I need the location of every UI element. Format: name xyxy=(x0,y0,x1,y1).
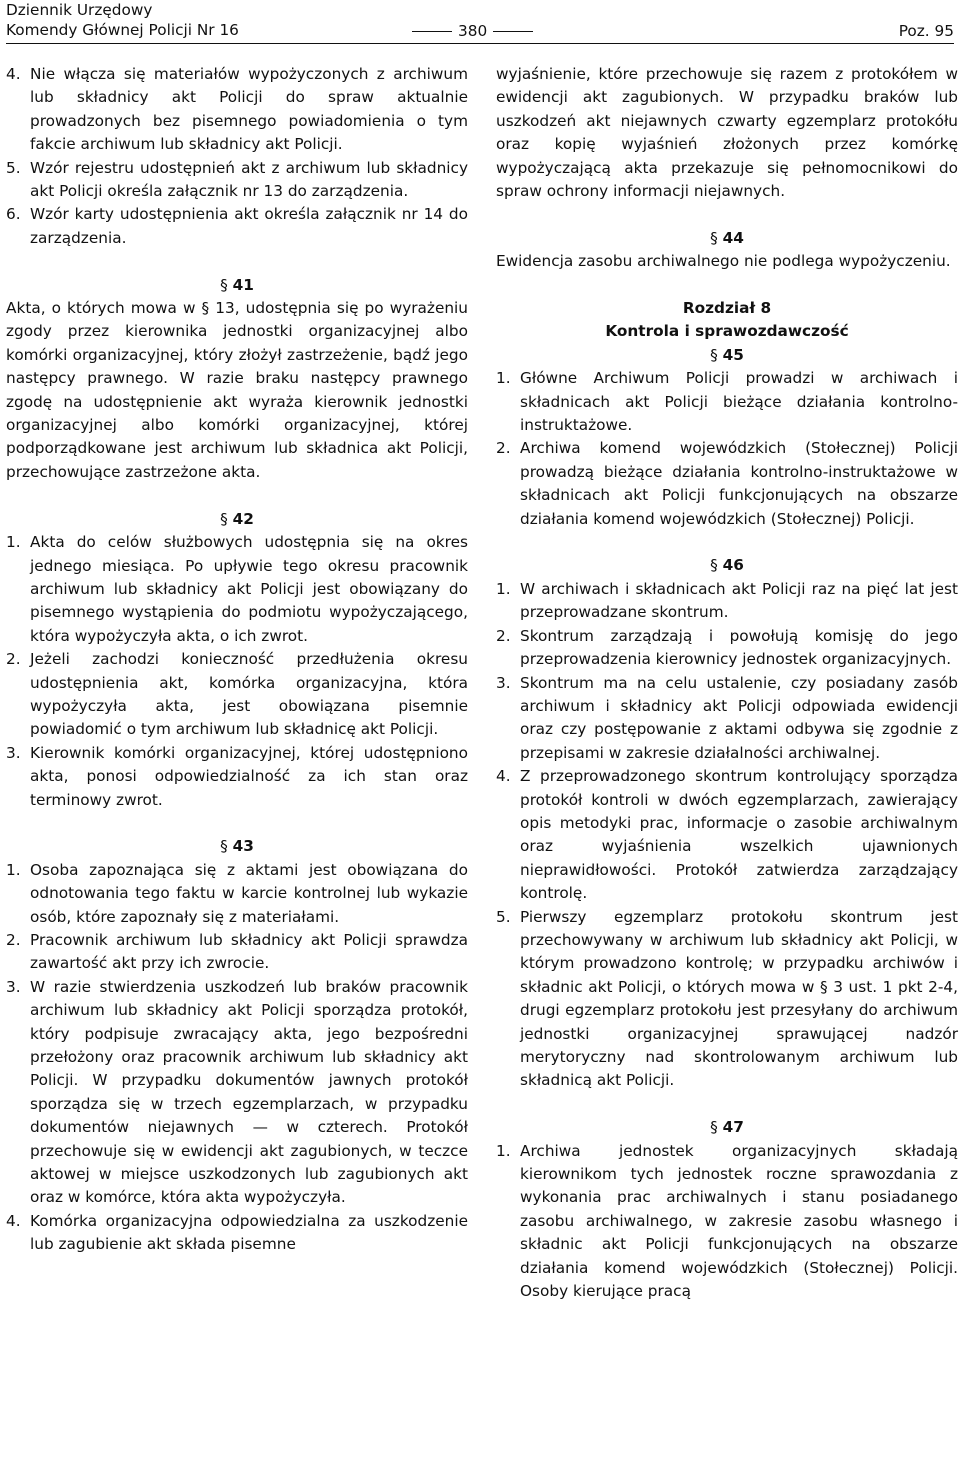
section-47-item-1 xyxy=(496,1140,958,1304)
section-43-item-3 xyxy=(6,976,468,1210)
section-heading-43: § 43 xyxy=(220,837,254,856)
left-column xyxy=(6,63,468,1257)
section-45-item-2 xyxy=(496,437,958,531)
item-number: 2. xyxy=(6,930,21,949)
item-text: W archiwach i składnicach akt Policji raz na pięć lat jest przeprowadzane skontrum. xyxy=(520,579,958,622)
section-number: 45 xyxy=(722,345,744,364)
item-number: 6. xyxy=(6,205,21,224)
section-heading-47: § 47 xyxy=(710,1118,744,1137)
section-43-item-2 xyxy=(6,929,468,976)
section-42-item-2 xyxy=(6,648,468,742)
item-number: 2. xyxy=(496,439,511,458)
page-number-dash-left xyxy=(412,31,452,32)
section-number: 47 xyxy=(722,1118,744,1137)
journal-title-line1: Dziennik Urzędowy xyxy=(6,1,153,19)
item-text: Nie włącza się materiałów wypożyczonych z archiwum lub składnicy akt Policji do spraw aktualnie prowadzonych bez pisemnego powiadomienia o tym fakcie archiwum lub składnicy akt Policji. xyxy=(30,65,468,154)
item-number: 3. xyxy=(6,977,21,996)
item-text: Kierownik komórki organizacyjnej, której udostępniono akta, ponosi odpowiedzialność za ich stan oraz terminowy zwrot. xyxy=(30,743,468,809)
item-number: 4. xyxy=(6,65,21,83)
section-42-item-1 xyxy=(6,531,468,648)
section-46-item-4 xyxy=(496,765,958,905)
item-number: 1. xyxy=(496,1141,511,1160)
item-number: 5. xyxy=(496,907,511,926)
item-text: Skontrum ma na celu ustalenie, czy posiadany zasób archiwum i składnicy akt Policji odpowiada ewidencji oraz czy postępowanie z aktami odbywa się zgodnie z przepisami w zakresie działalności archiwalnej. xyxy=(520,673,958,762)
page-number-dash-right xyxy=(493,31,533,32)
item-text: Archiwa komend wojewódzkich (Stołecznej) Policji prowadzą bieżące działania kontrolno-instruktażowe w składnicach akt Policji funkcjonujących na obszarze działania komend wojewódzkich (Stołecznej) Policji. xyxy=(520,439,958,528)
item-text: Pierwszy egzemplarz protokołu skontrum jest przechowywany w archiwum lub składnicy akt Policji, w którym prowadzono kontrolę; w przypadku archiwów i składnic akt Policji, o których mowa w § 3 ust. 1 pkt 2-4, drugi egzemplarz protokołu jest przesyłany do archiwum jednostki organizacyjnej sprawującej nadzór merytoryczny nad skontrolowanym archiwum lub składnicą akt Policji. xyxy=(520,907,958,1090)
item-text: W razie stwierdzenia uszkodzeń lub braków pracownik archiwum lub składnicy akt Policji sporządza protokół, który podpisuje zwracający akta, jego bezpośredni przełożony oraz pracownik archiwum lub składnicy akt Policji. W przypadku dokumentów jawnych protokół sporządza się w trzech egzemplarzach, w przypadku dokumentów niejawnych — w czterech. Protokół przechowuje się w ewidencji akt zagubionych, w teczce aktowej w miejsce uszkodzonych lub zagubionych akt oraz w komórce, która akta wypożyczyła. xyxy=(30,977,468,1207)
page-number-value: 380 xyxy=(458,22,488,40)
item-text: Osoba zapoznająca się z aktami jest obowiązana do odnotowania tego faktu w karcie kontrolnej lub wykazie osób, które zapoznały się z materiałami. xyxy=(30,860,468,926)
journal-title xyxy=(6,0,239,40)
right-column xyxy=(496,63,958,1303)
section-number: 46 xyxy=(722,556,744,575)
continued-text: wyjaśnienie, które przechowuje się razem z protokółem w ewidencji akt zagubionych. W przypadku braków lub uszkodzeń akt niejawnych czwarty egzemplarz protokółu oraz kopię wyjaśnień złożonych przez komórkę wypożyczającą akta przekazuje się pełnomocnikowi do spraw ochrony informacji niejawnych. xyxy=(496,65,958,201)
item-number: 3. xyxy=(6,743,21,762)
section-46-item-1 xyxy=(496,578,958,625)
item-number: 4. xyxy=(6,1211,21,1230)
item-number: 4. xyxy=(496,767,511,786)
section-46-item-3 xyxy=(496,672,958,766)
item-text: Komórka organizacyjna odpowiedzialna za uszkodzenie lub zagubienie akt składa pisemne xyxy=(30,1211,468,1254)
chapter-subtitle: Kontrola i sprawozdawczość xyxy=(605,322,849,341)
item-number: 5. xyxy=(6,158,21,177)
item-text: Akta do celów służbowych udostępnia się na okres jednego miesiąca. Po upływie tego okresu pracownik archiwum lub składnicy akt Policji jest obowiązany do pisemnego wystąpienia do podmiotu wypożyczającego, która wypożyczyła akta, o ich zwrot. xyxy=(30,533,468,645)
section-41-text: Akta, o których mowa w § 13, udostępnia się po wyrażeniu zgody przez kierownika jednostki organizacyjnej albo komórki organizacyjnej, który złożył zastrzeżenie, bądź jego następcy prawnego. W razie braku następcy prawnego zgodę na udostępnienie akt wyraża kierownik jednostki organizacyjnej albo komórki organizacyjnej, której podporządkowane jest archiwum lub składnica akt Policji, przechowujące zastrzeżone akta. xyxy=(6,299,468,481)
section-43-item-4 xyxy=(6,1210,468,1257)
item-text: Skontrum zarządzają i powołują komisję do jego przeprowadzenia kierownicy jednostek organizacyjnych. xyxy=(520,626,958,669)
section-heading-42: § 42 xyxy=(220,509,254,528)
section-heading-44: § 44 xyxy=(710,228,744,247)
section-number: 43 xyxy=(232,837,254,856)
section-number: 42 xyxy=(232,509,254,528)
item-text: Z przeprowadzonego skontrum kontrolujący sporządza protokół kontroli w dwóch egzemplarzach, zawierający opis metodyki prac, informacje o zasobie archiwalnym oraz wyjaśnienia wszelkich ujawnionych nieprawidłowości. Protokół zatwierdza zarządzający kontrolę. xyxy=(520,767,958,903)
chapter-title: Rozdział 8 xyxy=(682,299,772,318)
item-number: 2. xyxy=(496,626,511,645)
item-text: Wzór karty udostępnienia akt określa załącznik nr 14 do zarządzenia. xyxy=(30,205,468,247)
journal-title-line2: Komendy Głównej Policji Nr 16 xyxy=(6,21,239,39)
header-rule xyxy=(6,43,954,44)
position-label: Poz. 95 xyxy=(898,22,954,40)
section-heading-45: § 45 xyxy=(710,345,744,364)
section-44-text: Ewidencja zasobu archiwalnego nie podlega wypożyczeniu. xyxy=(496,252,951,271)
item-text: Archiwa jednostek organizacyjnych składają kierownikom tych jednostek roczne sprawozdania z wykonania prac archiwalnych i stanu posiadanego zasobu archiwalnego, w zakresie zasobu własnego i składnic akt Policji funkcjonujących na obszarze działania komend wojewódzkich (Stołecznej) Policji. Osoby kierujące pracą xyxy=(520,1141,958,1301)
item-text: Wzór rejestru udostępnień akt z archiwum lub składnicy akt Policji określa załącznik nr 13 do zarządzenia. xyxy=(30,158,468,201)
section-46-item-5 xyxy=(496,906,958,1093)
section-43-item-1 xyxy=(6,859,468,929)
section-number: 41 xyxy=(232,275,254,294)
paragraph-6 xyxy=(6,203,468,250)
section-42-item-3 xyxy=(6,742,468,812)
section-46-item-2 xyxy=(496,625,958,672)
paragraph-5 xyxy=(6,157,468,204)
section-number: 44 xyxy=(722,228,744,247)
item-number: 1. xyxy=(6,533,21,552)
section-45-item-1 xyxy=(496,367,958,437)
item-number: 1. xyxy=(6,860,21,879)
item-number: 3. xyxy=(496,673,511,692)
item-number: 2. xyxy=(6,650,21,669)
item-number: 1. xyxy=(496,579,511,598)
paragraph-4 xyxy=(6,63,468,157)
item-text: Główne Archiwum Policji prowadzi w archiwach i składnicach akt Policji bieżące działania kontrolno-instruktażowe. xyxy=(520,369,958,435)
item-number: 1. xyxy=(496,369,511,388)
item-text: Pracownik archiwum lub składnicy akt Policji sprawdza zawartość akt przy ich zwrocie. xyxy=(30,930,468,973)
page-number xyxy=(406,21,539,41)
section-heading-41: § 41 xyxy=(220,275,254,294)
item-text: Jeżeli zachodzi konieczność przedłużenia okresu udostępnienia akt, komórka organizacyjna, która wypożyczyła akta, jest obowiązana pisemnie powiadomić o tym archiwum lub składnicę akt Policji. xyxy=(30,650,468,739)
section-heading-46: § 46 xyxy=(710,556,744,575)
page-header xyxy=(6,0,954,44)
